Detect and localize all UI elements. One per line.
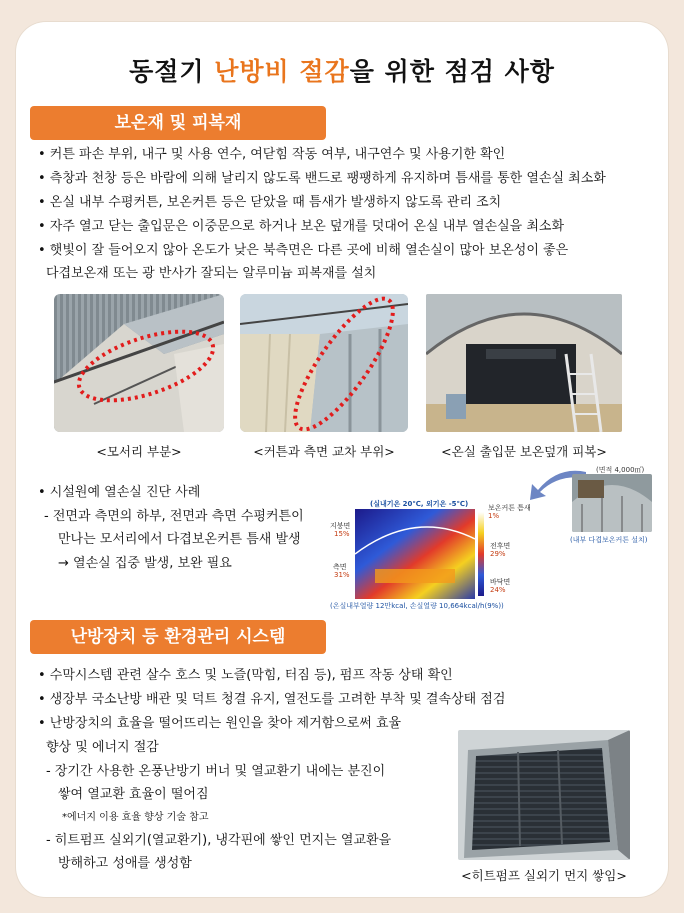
bullet-item: • 측창과 천창 등은 바람에 의해 날리지 않도록 밴드로 팽팽하게 유지하며 틈새를 통한 열손실 최소화: [38, 171, 606, 186]
thermal-image: [355, 509, 475, 599]
bullet-item: - 장기간 사용한 온풍난방기 버너 및 열교환기 내에는 분진이: [46, 764, 386, 779]
note: *에너지 이용 효율 향상 기술 참고: [62, 812, 209, 823]
heatpump-photo: [458, 730, 630, 860]
color-scale: [478, 512, 484, 596]
diagnosis-line: - 전면과 측면의 하부, 전면과 측면 수평커튼이: [44, 509, 304, 524]
section-heading-heating: 난방장치 등 환경관리 시스템: [30, 620, 326, 654]
caption: <온실 출입문 보온덮개 피복>: [441, 444, 607, 459]
caption: <히트펌프 실외기 먼지 쌓임>: [461, 868, 627, 883]
bullet-item: 방해하고 성애를 생성함: [58, 856, 192, 871]
diagnosis-title: • 시설원예 열손실 진단 사례: [38, 485, 201, 500]
section-heading-insulation: 보온재 및 피복재: [30, 106, 326, 140]
corner-photo: [54, 294, 224, 432]
curtain-photo: [240, 294, 408, 432]
caption: <모서리 부분>: [96, 444, 182, 459]
bullet-item: • 커튼 파손 부위, 내구 및 사용 연수, 여닫힘 작동 여부, 내구연수 및 사용기한 확인: [38, 147, 506, 162]
bullet-item: 향상 및 에너지 절감: [46, 740, 159, 755]
bullet-item: • 온실 내부 수평커튼, 보온커튼 등은 닫았을 때 틈새가 발생하지 않도록 관리 조치: [38, 195, 502, 210]
bullet-item: • 수막시스템 관련 살수 호스 및 노즐(막힘, 터짐 등), 펌프 작동 상태 확인: [38, 668, 453, 683]
bullet-item: • 자주 열고 닫는 출입문은 이중문으로 하거나 보온 덮개를 덧대어 온실 내부 열손실을 최소화: [38, 219, 565, 234]
bullet-item: • 햇빛이 잘 들어오지 않아 온도가 낮은 북측면은 다른 곳에 비해 열손실이 많아 보온성이 좋은: [38, 243, 569, 258]
page-title: 동절기 난방비 절감을 위한 점검 사항: [129, 57, 555, 86]
bullet-item: • 난방장치의 효율을 떨어뜨리는 원인을 찾아 제거함으로써 효율: [38, 716, 402, 731]
bullet-item: 쌓여 열교환 효율이 떨어짐: [58, 787, 209, 802]
bullet-item: 다겹보온재 또는 광 반사가 잘되는 알루미늄 피복재를 설치: [46, 266, 377, 281]
entrance-photo: [426, 294, 622, 432]
caption: <커튼과 측면 교차 부위>: [253, 444, 395, 459]
diagnosis-line: 만나는 모서리에서 다겹보온커튼 틈새 발생: [58, 532, 301, 547]
greenhouse-inset-photo: [572, 474, 652, 532]
bullet-item: • 생장부 국소난방 배관 및 덕트 청결 유지, 열전도를 고려한 부착 및 결속상태 점검: [38, 692, 506, 707]
bullet-item: - 히트펌프 실외기(열교환기), 냉각핀에 쌓인 먼지는 열교환을: [46, 833, 392, 848]
diagnosis-line: → 열손실 집중 발생, 보완 필요: [58, 556, 232, 571]
